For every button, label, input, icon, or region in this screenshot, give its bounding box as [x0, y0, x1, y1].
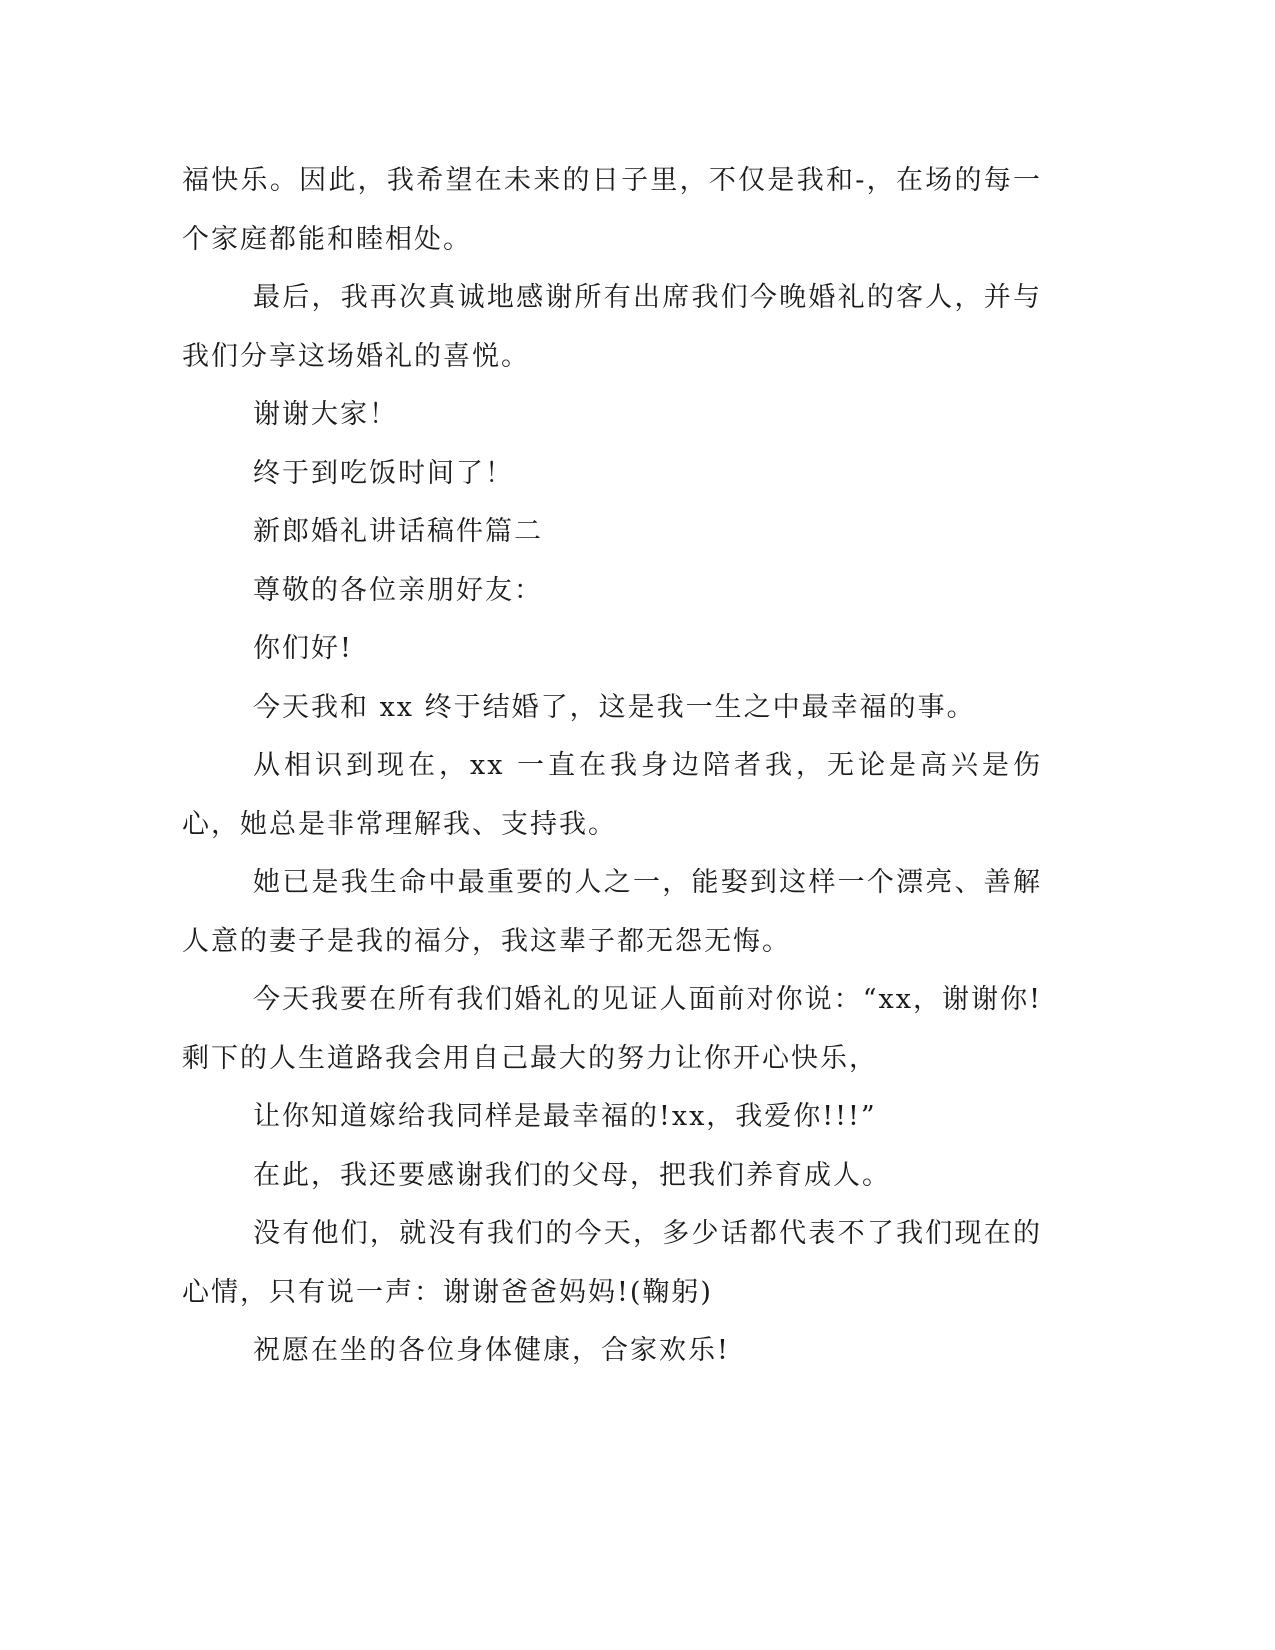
paragraph: 在此，我还要感谢我们的父母，把我们养育成人。	[253, 1159, 891, 1191]
salutation: 尊敬的各位亲朋好友：	[253, 574, 543, 606]
paragraph: 你们好!	[253, 633, 353, 664]
section-heading: 新郎婚礼讲话稿件篇二	[253, 516, 543, 547]
paragraph: 祝愿在坐的各位身体健康，合家欢乐!	[253, 1335, 730, 1366]
paragraph: 福快乐。因此，我希望在未来的日子里，不仅是我和-，在场的每一个家庭都能和睦相处。	[182, 165, 1042, 255]
paragraph: 今天我和 xx 终于结婚了，这是我一生之中最幸福的事。	[253, 691, 976, 723]
paragraph: 最后，我再次真诚地感谢所有出席我们今晚婚礼的客人，并与我们分享这场婚礼的喜悦。	[182, 282, 1042, 372]
paragraph: 谢谢大家！	[253, 399, 398, 430]
paragraph: 让你知道嫁给我同样是最幸福的!xx，我爱你!!!”	[253, 1101, 877, 1132]
paragraph: 终于到吃饭时间了！	[253, 457, 514, 489]
document-body	[182, 152, 1042, 1381]
paragraph: 今天我要在所有我们婚礼的见证人面前对你说：“xx，谢谢你!剩下的人生道路我会用自己最大的努力让你开心快乐，	[182, 984, 1042, 1074]
paragraph: 没有他们，就没有我们的今天，多少话都代表不了我们现在的心情，只有说一声：谢谢爸爸妈妈!(鞠躬)	[182, 1218, 1042, 1308]
paragraph: 从相识到现在，xx 一直在我身边陪者我，无论是高兴是伤心，她总是非常理解我、支持我。	[182, 750, 1042, 840]
paragraph: 她已是我生命中最重要的人之一，能娶到这样一个漂亮、善解人意的妻子是我的福分，我这辈子都无怨无悔。	[182, 867, 1042, 957]
